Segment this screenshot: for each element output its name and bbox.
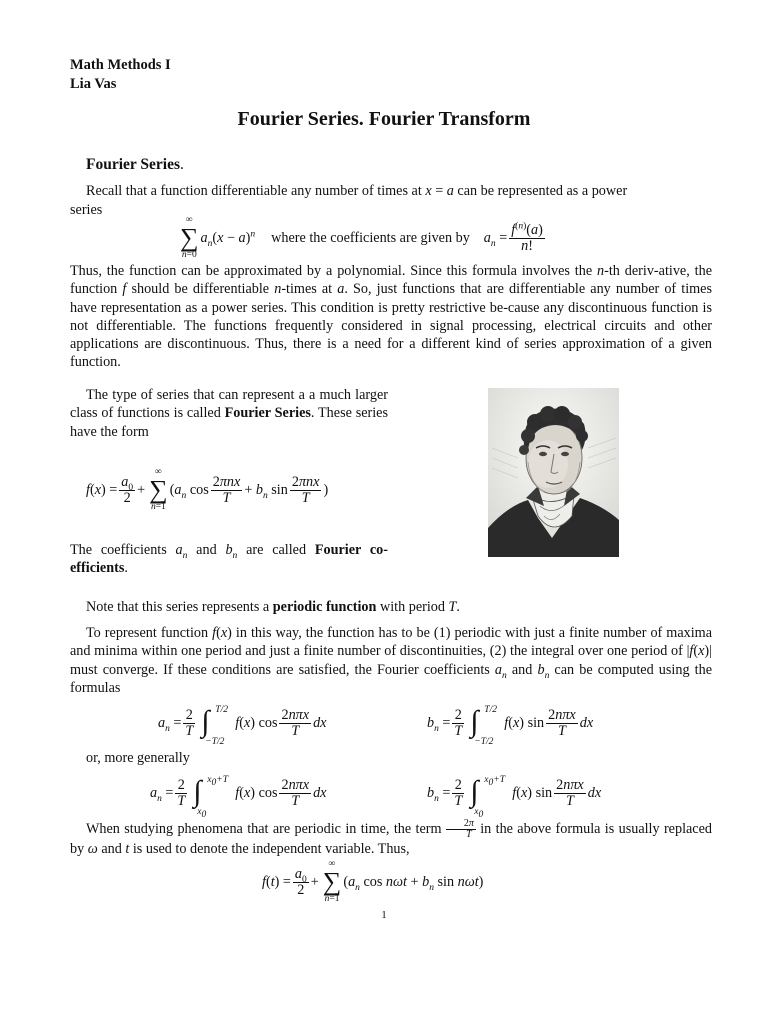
integral-symbol: ∫ $x_0+T$ $x_0$ <box>193 775 228 820</box>
ft-terms: ($a_n$ $\cos n\omega t + b_n$ sin nωt) <box>343 873 484 893</box>
two-over-t: $\frac{2}{T}$ <box>177 776 186 809</box>
p2-text-e: . So, just functions that are differentiable any number of times have representation as a power series. This condition is pretty restrictive be-cause any discontinuous function is not differentiable. The functions frequently considered in signal processing, electrical circuits and other applications are discontinuous. Thus, there is a need for a different kind of series approximation of a given function. <box>70 281 713 371</box>
p4-text-b: and <box>187 542 226 558</box>
p6-text-e: can be computed using the formulas <box>70 661 712 696</box>
p4-text-a: The coefficients <box>70 542 176 558</box>
p8-text-c: and <box>97 841 126 857</box>
math-a: a <box>446 183 454 199</box>
paragraph-fourier-intro <box>70 386 388 441</box>
paragraph-time-domain: When studying phenomena that are periodic in time, the term $\frac{2\pi}{T}$ in the above formula is usually replaced by ω and t is used to denote the independent variable. Thus, <box>70 818 712 857</box>
portrait-drawing <box>488 388 619 557</box>
p4-text-c: are called <box>237 542 315 558</box>
two-over-t: $\frac{2}{T}$ <box>454 706 463 739</box>
power-series-term: $a_n(x - a)^n$ <box>200 229 256 249</box>
p3-text-a: The type of series that can represent a a much larger class of functions is called <box>70 387 388 422</box>
dx: dx <box>587 784 602 801</box>
where-text: where the coefficients are given by <box>271 229 470 246</box>
p1-text-b: can be represented as a power <box>453 183 628 199</box>
p5-text-a: Note that this series represents a <box>86 599 273 615</box>
fourier-portrait-image <box>488 388 619 557</box>
paragraph-power-series-intro: Recall that a function differentiable any number of times at x = a can be represented as a power <box>86 183 628 199</box>
p6-text-b: in this way, the function has to be (1) periodic with just a finite number of maxima and minima within one period and just a finite number of discontinuities, (2) the integral over one period of <box>70 625 712 660</box>
dx: dx <box>579 714 594 731</box>
document-header <box>70 56 171 94</box>
p6-text-a: To represent function <box>86 625 213 641</box>
math-x-equals-a: x <box>425 183 432 199</box>
equation-bn-general <box>427 770 603 820</box>
bn-integrand: f(x) sin <box>512 784 553 801</box>
bn-lhs: $b_n$ = <box>427 784 451 804</box>
paragraph-power-series-limits: Thus, the function can be approximated by a polynomial. Since this formula involves the n-th deriv-ative, the function f should be differentiable n-times at a. So, just functions that are differentiable any number of times have representation as a power series. This condition is pretty restrictive be-cause any discontinuous function is not differentiable. The functions frequently considered in signal processing, electrical circuits and other applications are discontinuous. Thus, there is a need for a different kind of series approximation of a given function. <box>70 263 713 371</box>
section-heading <box>86 156 184 174</box>
p5-bold: periodic function <box>272 599 377 615</box>
p1-line2: series <box>70 202 103 218</box>
p2-text-c: should be differentiable <box>126 281 275 298</box>
p2-text-a: Thus, the function can be approximated by a polynomial. Since this formula involves the <box>70 263 598 279</box>
section-title: Fourier Series <box>86 156 180 173</box>
fs-term-a: ($a_n$ cos <box>169 481 209 501</box>
sum-symbol: ∞ ∑ n=1 <box>322 859 342 904</box>
p2-text-d: -times at <box>281 281 338 298</box>
fs-lhs: f(x) = <box>86 481 118 498</box>
equation-fourier-series <box>86 466 330 514</box>
equation-an-general <box>150 770 328 820</box>
p8-text-a: When studying phenomena that are periodic in time, the term <box>86 820 446 837</box>
equation-bn-symmetric <box>427 700 595 746</box>
course-name: Math Methods I <box>70 57 171 73</box>
sin-arg: $\frac{\text{2nπx}}{T}$ <box>548 706 576 739</box>
p6-text-d: and <box>506 661 538 678</box>
equation-fourier-series-time <box>262 858 485 906</box>
a0-over-2: $\frac{a_0}{2}$ <box>121 473 134 506</box>
sum-symbol: ∞ ∑ n=1 <box>149 467 168 512</box>
coef-lhs: $a_n$ = <box>483 229 508 249</box>
an-lhs: $a_n$ = <box>158 714 182 734</box>
p4-bold: Fourier co-efficients <box>70 542 388 577</box>
p8-text-d: is used to denote the independent variable. Thus, <box>129 841 410 857</box>
cos-arg: $\frac{\text{2nπx}}{T}$ <box>281 776 310 809</box>
two-over-t: $\frac{2}{T}$ <box>454 776 463 809</box>
p3-bold: Fourier Series <box>224 405 311 422</box>
p8-text-b: in the above formula is usually replaced by <box>70 820 712 857</box>
bn-lhs: $b_n$ = <box>427 714 451 734</box>
a0-over-2: $\frac{a_0}{2}$ <box>294 865 307 898</box>
section-punct: . <box>179 156 184 173</box>
two-pi-over-t: $\frac{2\pi}{T}$ <box>446 819 476 840</box>
plus: + <box>310 873 319 890</box>
ft-lhs: f(t) = <box>262 873 291 890</box>
page-number: 1 <box>381 909 387 921</box>
an-lhs: $a_n$ = <box>150 784 174 804</box>
sum-symbol: ∞ ∑ n=0 <box>180 215 199 260</box>
sin-arg-fraction: $\frac{\text{2πnx}}{T}$ <box>291 473 320 506</box>
integral-symbol: ∫ T/2 −T/2 <box>201 705 228 747</box>
an-integrand: f(x) cos <box>235 784 278 801</box>
p5-text-c: . <box>456 599 460 615</box>
p6-text-c: must converge. If these conditions are satisfied, the Fourier coefficients <box>70 661 495 678</box>
p5-text-b: with period <box>376 599 449 615</box>
page-title: Fourier Series. Fourier Transform <box>237 108 531 130</box>
paragraph-fourier-coefficients: The coefficients $a_n$ and $b_n$ are called Fourier co-efficients. <box>70 542 388 577</box>
plus: + <box>137 481 146 498</box>
cos-arg: $\frac{\text{2nπx}}{T}$ <box>281 706 310 739</box>
equation-an-symmetric <box>158 700 328 746</box>
sin-arg: $\frac{\text{2nπx}}{T}$ <box>556 776 584 809</box>
fs-close: ) <box>323 481 329 498</box>
author-name: Lia Vas <box>70 76 117 92</box>
dx: dx <box>313 784 327 801</box>
paragraph-dirichlet-conditions: To represent function f(x) in this way, the function has to be (1) periodic with just a finite number of maxima and minima within one period and just a finite number of discontinuities, (2) the integral over one period of |f(x)| must converge. If these conditions are satisfied, the Fourier coefficients $a_n$ and $b_n$ can be computed using the formulas <box>70 625 712 696</box>
p2-text-b: -th deriv-ative, the function <box>70 263 712 298</box>
two-over-t: $\frac{2}{T}$ <box>185 706 194 739</box>
dx: dx <box>313 714 327 731</box>
fs-term-b: + $b_n$ sin <box>244 481 288 501</box>
paragraph-periodic-note: Note that this series represents a periodic function with period T. <box>86 599 460 615</box>
paragraph-more-generally: or, more generally <box>86 750 190 766</box>
p4-text-d: . <box>124 560 128 577</box>
equation-power-series <box>178 214 547 262</box>
p3-text-b: . These series have the form <box>70 405 389 440</box>
an-integrand: f(x) cos <box>235 714 278 731</box>
cos-arg-fraction: $\frac{\text{2πnx}}{T}$ <box>212 473 241 506</box>
integral-symbol: ∫ $x_0+T$ $x_0$ <box>470 775 505 820</box>
taylor-coef-fraction: $\frac{f^{(n)}(a)}{n!}$ <box>511 220 543 254</box>
p1-text-a: Recall that a function differentiable any number of times at <box>86 183 426 199</box>
integral-symbol: ∫ T/2 −T/2 <box>470 705 497 747</box>
bn-integrand: f(x) sin <box>504 714 545 731</box>
